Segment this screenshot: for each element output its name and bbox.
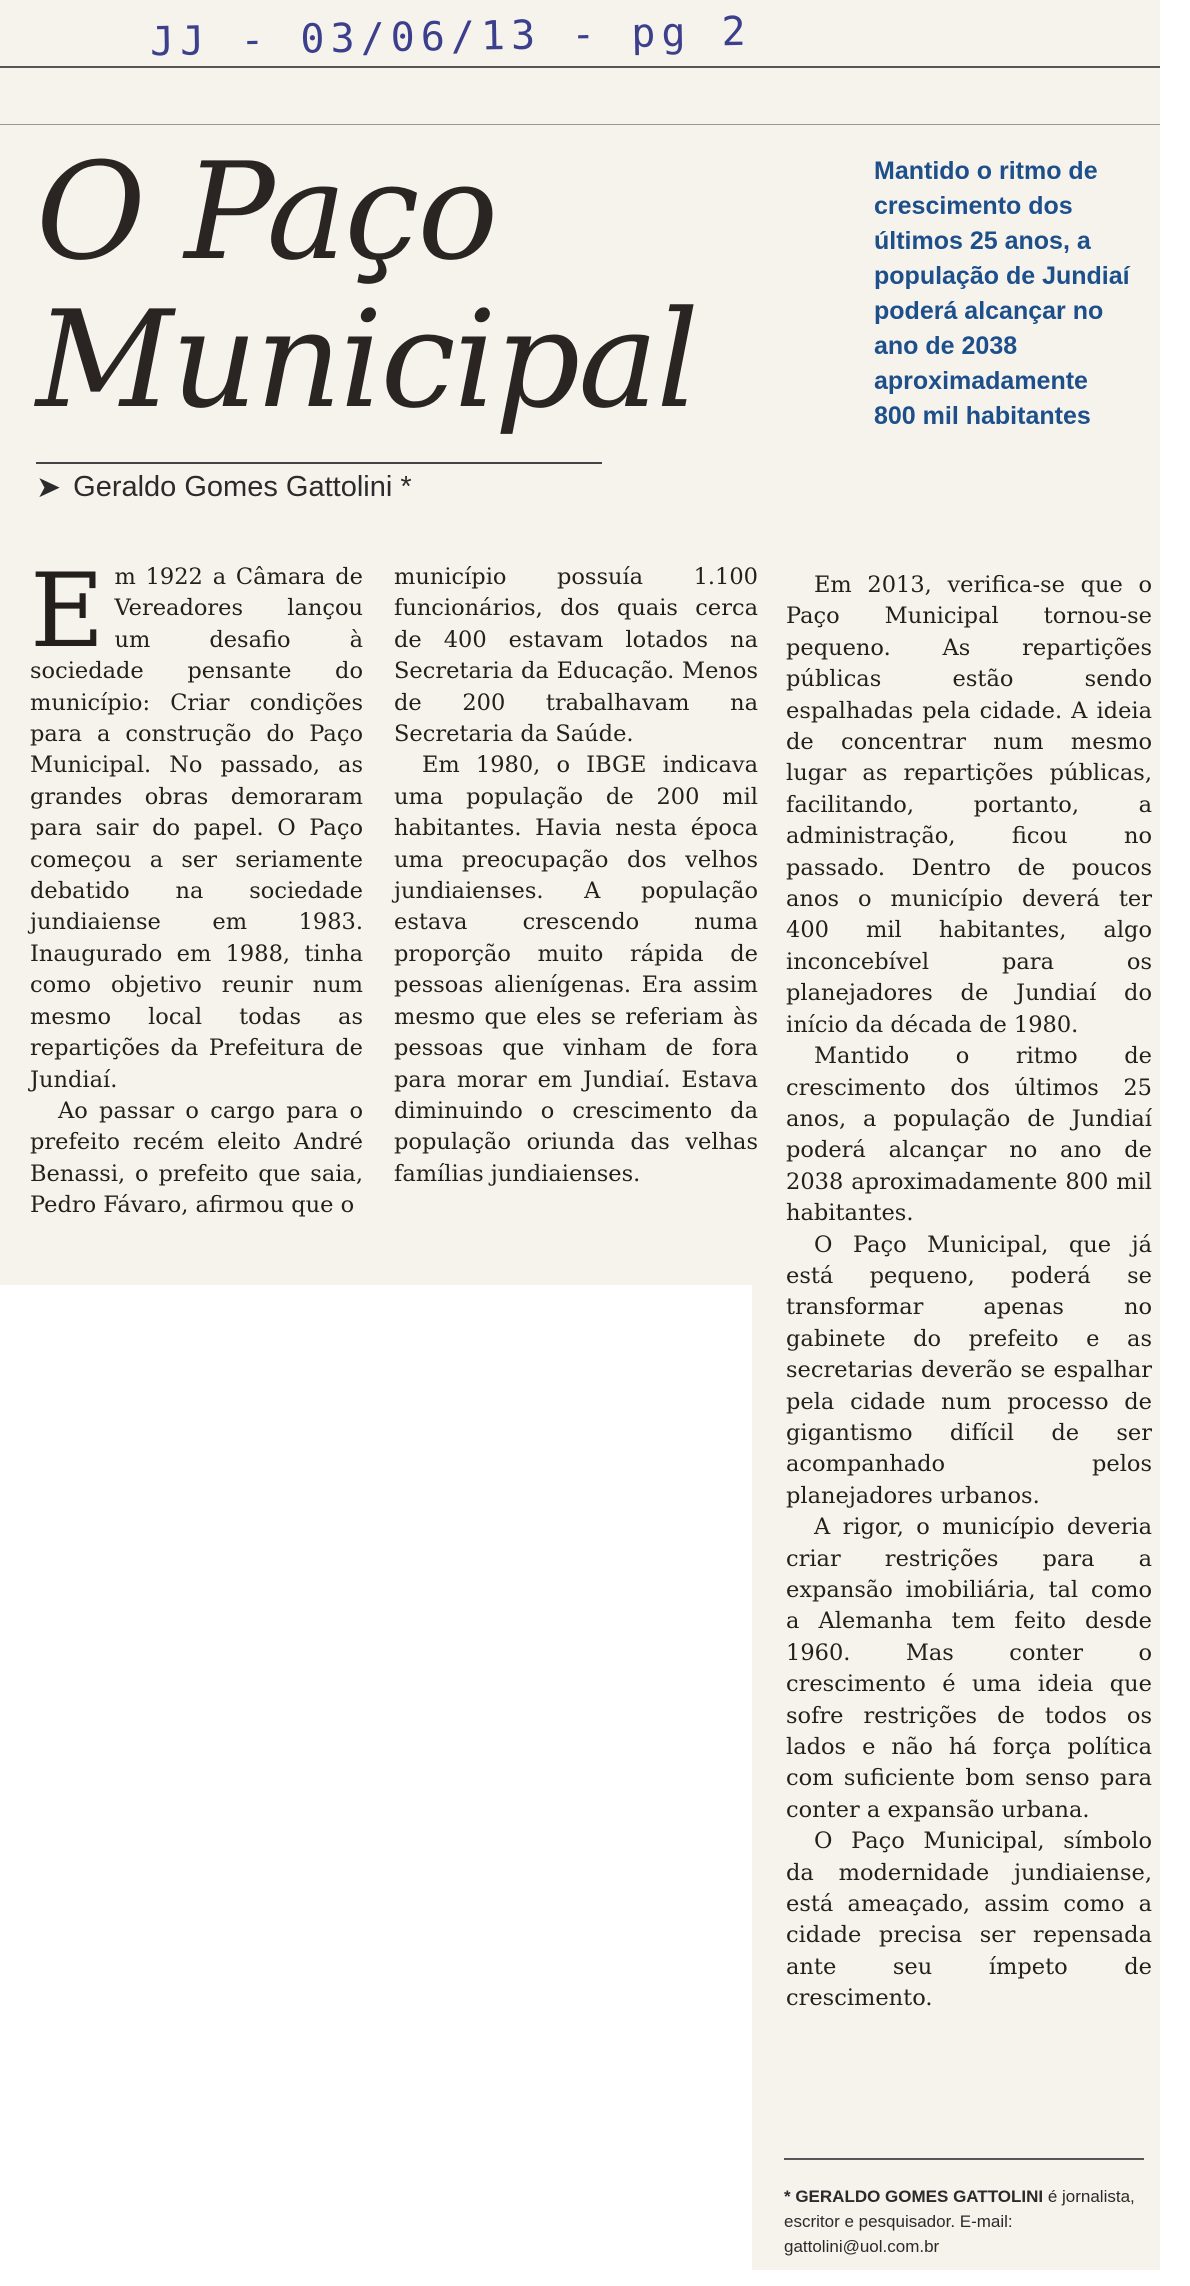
paragraph: Em 1980, o IBGE indicava uma população de 200 mil habitantes. Havia nesta época uma preocupação dos velhos jundiaienses. A população estava crescendo numa proporção muito rápida de pessoas alienígenas. Era assim mesmo que eles se referiam às pessoas que vinham de fora para morar em Jundiaí. Estava diminuindo o crescimento da população oriunda das velhas famílias jundiaienses. xyxy=(394,752,758,1187)
byline xyxy=(36,470,412,505)
headline-line-1: O Paço xyxy=(36,134,497,290)
footnote-rule xyxy=(784,2158,1144,2160)
paragraph-text: m 1922 a Câmara de Vereadores lançou um desafio à sociedade pensante do município: Criar condições para a construção do Paço Municipal. No passado, as grandes obras demoraram para sair do papel. O Paço começou a ser seriamente debatido na sociedade jundiaiense em 1983. Inaugurado em 1988, tinha como objetivo reunir num mesmo local todas as repartições da Prefeitura de Jundiaí. xyxy=(30,564,363,1093)
top-rule xyxy=(0,66,1160,68)
paragraph: Ao passar o cargo para o prefeito recém eleito André Benassi, o prefeito que saia, Pedro Fávaro, afirmou que o xyxy=(30,1097,363,1219)
paragraph: município possuía 1.100 funcionários, dos quais cerca de 400 estavam lotados na Secretaria da Educação. Menos de 200 trabalhavam na Secretaria da Saúde. xyxy=(394,564,758,748)
paragraph: O Paço Municipal, símbolo da modernidade jundiaiense, está ameaçado, assim como a cidade precisa ser repensada ante seu ímpeto de crescimento. xyxy=(786,1828,1152,2012)
header-rule xyxy=(0,124,1160,125)
article-column-2 xyxy=(394,562,758,1190)
paragraph: O Paço Municipal, que já está pequeno, poderá se transformar apenas no gabinete do prefeito e as secretarias deverão se espalhar pela cidade num processo de gigantismo difícil de ser acompanhado pelos planejadores urbanos. xyxy=(786,1231,1152,1509)
article-column-3 xyxy=(786,570,1152,2015)
pullquote: Mantido o ritmo de crescimento dos últimos 25 anos, a população de Jundiaí poderá alcançar no ano de 2038 aproximadamente 800 mil habitantes xyxy=(874,157,1130,430)
paragraph: Mantido o ritmo de crescimento dos últimos 25 anos, a população de Jundiaí poderá alcançar no ano de 2038 aproximadamente 800 mil habitantes. xyxy=(786,1043,1152,1227)
headline-line-2: Municipal xyxy=(36,282,698,438)
paragraph: A rigor, o município deveria criar restrições para a expansão imobiliária, tal como a Alemanha tem feito desde 1960. Mas conter o crescimento é uma ideia que sofre restrições de todos os lados e não há força política com suficiente bom senso para conter a expansão urbana. xyxy=(786,1514,1152,1823)
paragraph xyxy=(30,552,363,1096)
byline-author: Geraldo Gomes Gattolini * xyxy=(73,471,412,503)
paragraph: Em 2013, verifica-se que o Paço Municipal tornou-se pequeno. As repartições públicas estão sendo espalhadas pela cidade. A ideia de concentrar num mesmo lugar as repartições públicas, facilitando, portanto, a administração, ficou no passado. Dentro de poucos anos o município deverá ter 400 mil habitantes, algo inconcebível para os planejadores de Jundiaí do início da década de 1980. xyxy=(786,572,1152,1038)
handwritten-date-note: JJ - 03/06/13 - pg 2 xyxy=(149,8,752,66)
headline-underline xyxy=(36,462,602,464)
article-column-1 xyxy=(30,552,363,1222)
article-headline xyxy=(36,134,698,438)
drop-cap: E xyxy=(30,552,105,671)
author-footnote xyxy=(784,2184,1154,2259)
arrow-icon: ➤ xyxy=(36,471,62,504)
footnote-author-bio: é jornalista, escritor e pesquisador. E-mail: gattolini@uol.com.br xyxy=(784,2187,1135,2256)
footnote-author-name: * GERALDO GOMES GATTOLINI xyxy=(784,2187,1044,2206)
